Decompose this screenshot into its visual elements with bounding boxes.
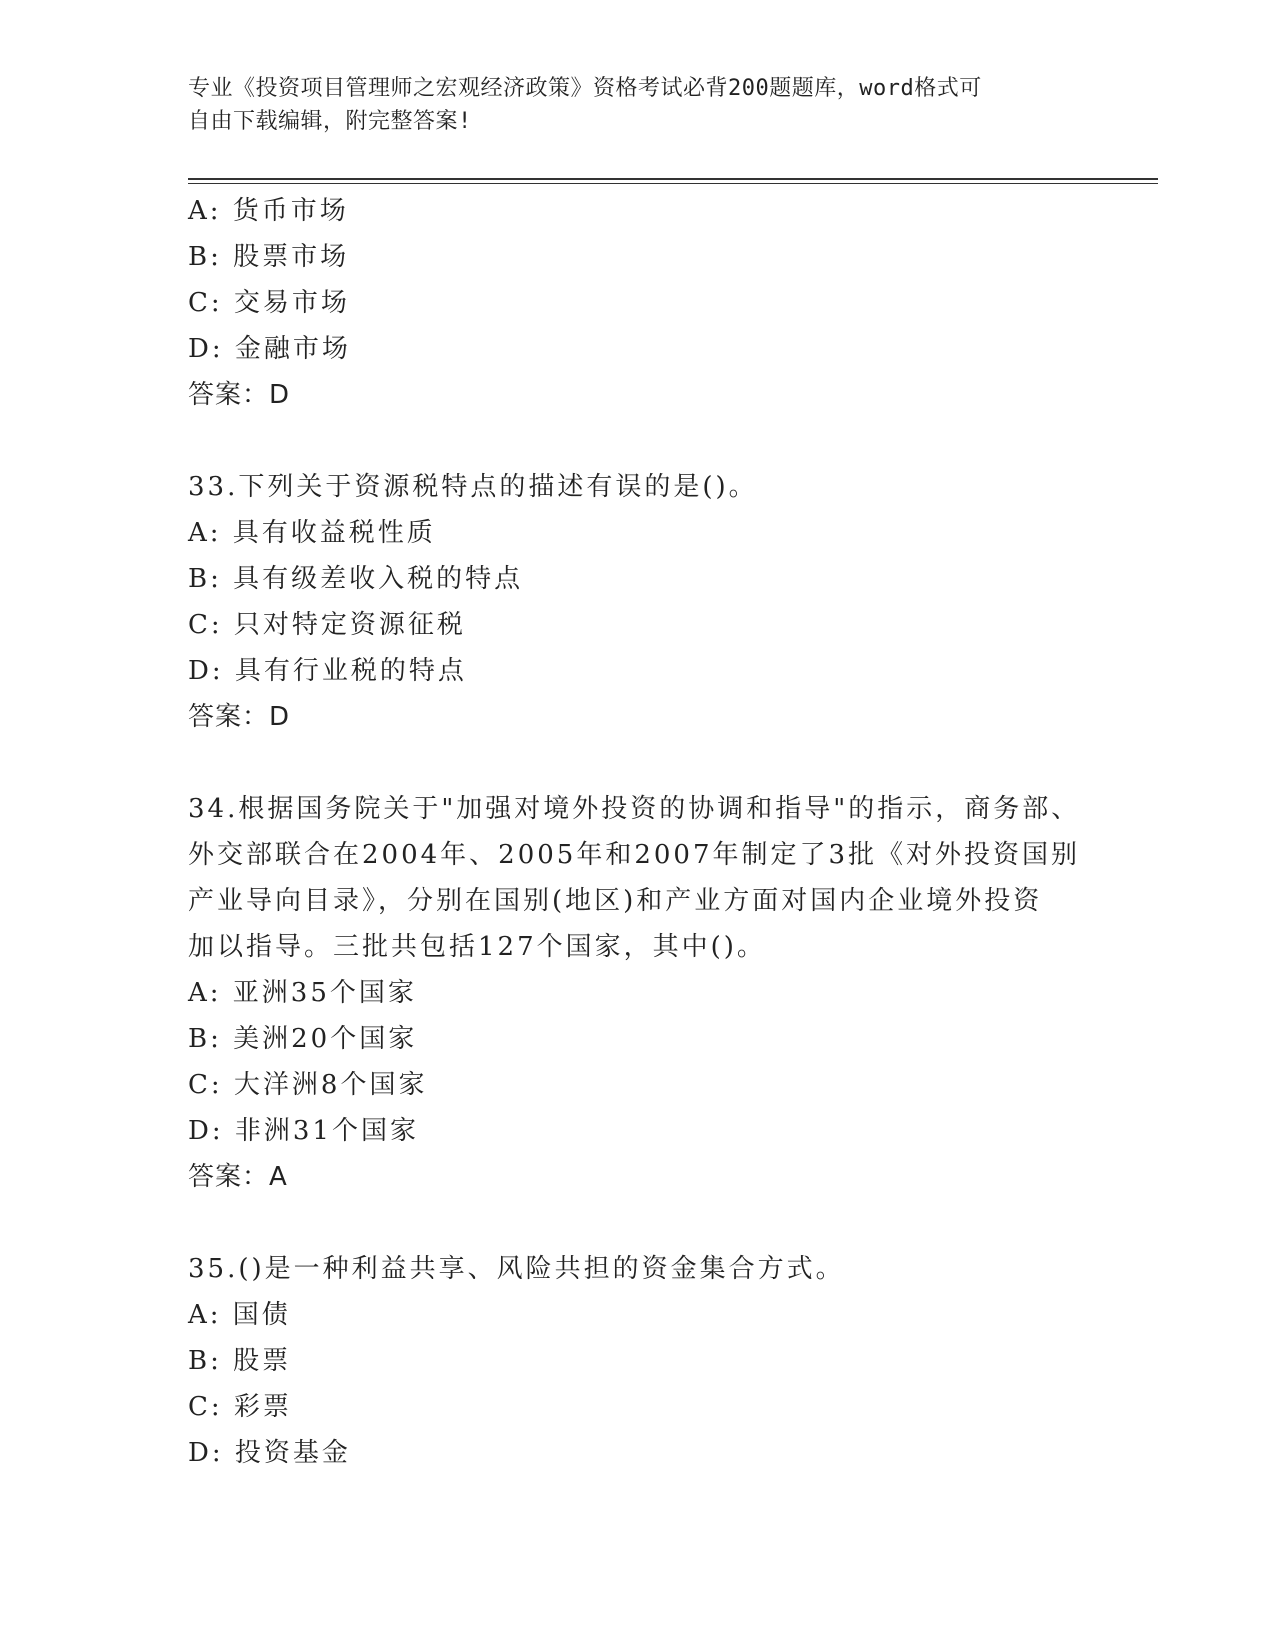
option-a: A: 亚洲35个国家 bbox=[188, 978, 417, 1008]
option-d: D: 金融市场 bbox=[188, 334, 351, 364]
option-b: B: 美洲20个国家 bbox=[188, 1024, 418, 1054]
stem-line: 35.()是一种利益共享、风险共担的资金集合方式。 bbox=[188, 1254, 845, 1284]
stem-line: 产业导向目录》，分别在国别(地区)和产业方面对国内企业境外投资 bbox=[188, 886, 1043, 916]
header-rule-thick bbox=[188, 178, 1158, 180]
stem-line: 外交部联合在2004年、2005年和2007年制定了3批《对外投资国别 bbox=[188, 840, 1081, 870]
option-a: A: 具有收益税性质 bbox=[188, 518, 436, 548]
answer: 答案：A bbox=[188, 1162, 288, 1192]
option-d: D: 非洲31个国家 bbox=[188, 1116, 419, 1146]
question-stem bbox=[188, 1246, 1088, 1292]
option-a: A: 国债 bbox=[188, 1300, 291, 1330]
option-d: D: 投资基金 bbox=[188, 1438, 351, 1468]
question-stem bbox=[188, 464, 1088, 510]
question-stem bbox=[188, 786, 1088, 970]
stem-line: 33.下列关于资源税特点的描述有误的是()。 bbox=[188, 472, 758, 502]
answer: 答案：D bbox=[188, 702, 291, 732]
option-a: A: 货币市场 bbox=[188, 196, 349, 226]
option-b: B: 股票市场 bbox=[188, 242, 350, 272]
document-header bbox=[188, 72, 1088, 138]
header-line-2: 自由下载编辑，附完整答案! bbox=[188, 109, 472, 134]
question-33 bbox=[188, 464, 1088, 740]
option-b: B: 股票 bbox=[188, 1346, 292, 1376]
option-c: C: 只对特定资源征税 bbox=[188, 610, 466, 640]
question-32 bbox=[188, 188, 1088, 418]
stem-line: 加以指导。三批共包括127个国家，其中()。 bbox=[188, 932, 766, 962]
question-34 bbox=[188, 786, 1088, 1200]
header-rule-thin bbox=[188, 183, 1158, 184]
option-c: C: 大洋洲8个国家 bbox=[188, 1070, 428, 1100]
document-content bbox=[188, 188, 1088, 1476]
option-c: C: 彩票 bbox=[188, 1392, 292, 1422]
option-d: D: 具有行业税的特点 bbox=[188, 656, 467, 686]
option-c: C: 交易市场 bbox=[188, 288, 350, 318]
answer: 答案：D bbox=[188, 380, 291, 410]
stem-line: 34.根据国务院关于"加强对境外投资的协调和指导"的指示，商务部、 bbox=[188, 794, 1081, 824]
question-35 bbox=[188, 1246, 1088, 1476]
option-b: B: 具有级差收入税的特点 bbox=[188, 564, 524, 594]
header-line-1: 专业《投资项目管理师之宏观经济政策》资格考试必背200题题库，word格式可 bbox=[188, 76, 982, 101]
